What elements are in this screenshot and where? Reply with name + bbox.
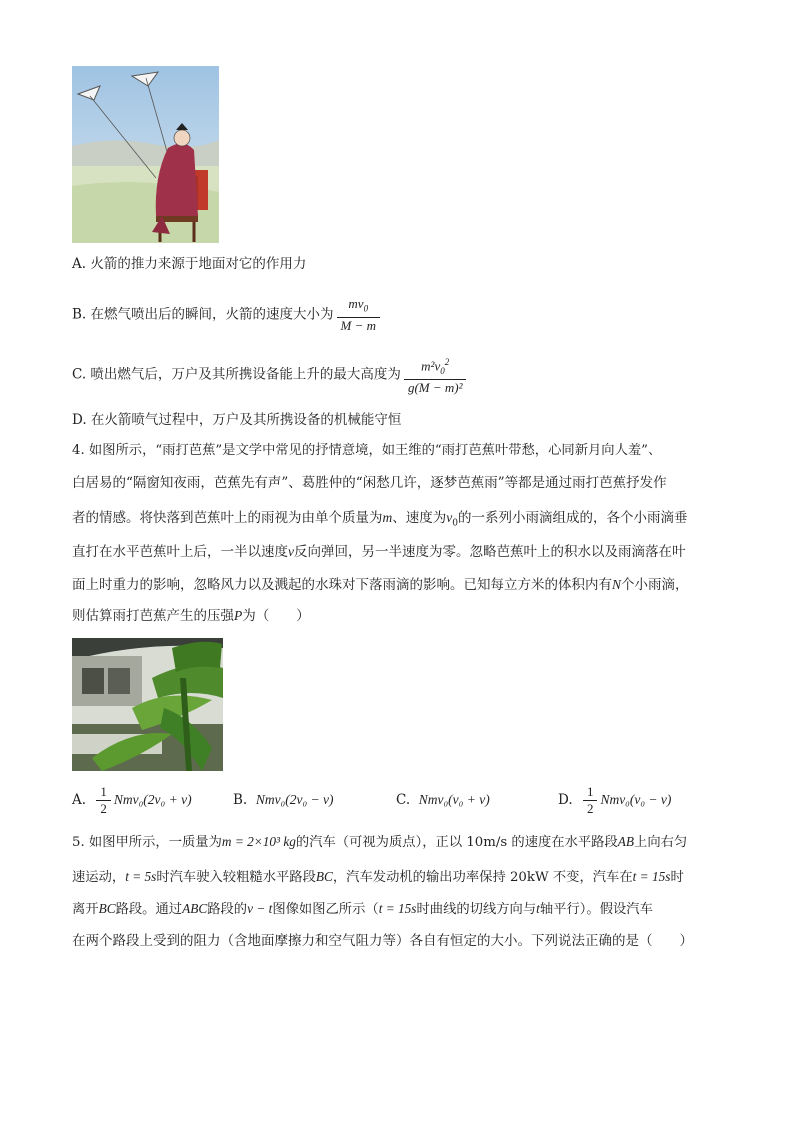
q4-line-5: 面上时重力的影响，忽略风力以及溅起的水珠对下落雨滴的影响。已知每立方米的体积内有N个小雨滴， [72,577,689,593]
q3-option-b [72,296,383,334]
q4-option-c: C. Nmv₀(v₀ + v) [396,792,490,808]
q5-line-2: 速运动，t = 5s时汽车驶入较粗糙水平路段BC，汽车发动机的输出功率保持 20kW 不变，汽车在t = 15s时 [72,869,684,885]
q4-option-d: D. $\frac{1}{2}$ Nmv₀(v₀ − v) [558,784,672,816]
q4-option-a-label: A. [72,792,87,808]
q4-line-2: 白居易的“隔窗知夜雨，芭蕉先有声”、葛胜仲的“闲愁几许，逐梦芭蕉雨”等都是通过雨打芭蕉抒发作 [72,475,667,491]
q5-line-4: 在两个路段上受到的阻力（含地面摩擦力和空气阻力等）各自有恒定的大小。下列说法正确的是（ ） [72,933,693,949]
q4-option-b: B. Nmv₀(2v₀ − v) [233,792,334,808]
q3-option-c-text: C. 喷出燃气后，万户及其所携设备能上升的最大高度为 [72,366,401,383]
q5-line-3: 离开BC路段。通过ABC路段的v − t图像如图乙所示（t = 15s时曲线的切线方向与t轴平行）。假设汽车 [72,901,653,917]
q4-line-6: 则估算雨打芭蕉产生的压强P为（ ） [72,608,310,624]
banana-leaves-photo [72,638,223,771]
q3-option-c [72,354,469,396]
q4-option-d-half: $\frac{1}{2}$ [583,784,598,817]
q3-option-b-fraction: $\frac{mv_0}{M - m}$ [337,296,381,334]
q4-options [72,784,192,817]
q4-option-a-half: $\frac{1}{2}$ [96,784,111,817]
q4-line-3: 者的情感。将快落到芭蕉叶上的雨视为由单个质量为m、速度为$v_0$的一系列小雨滴组成的，各个小雨滴垂 [72,510,688,529]
q4-line-4: 直打在水平芭蕉叶上后，一半以速度v反向弹回，另一半速度为零。忽略芭蕉叶上的积水以及雨滴落在叶 [72,544,686,560]
q5-line-1: 5. 如图甲所示，一质量为m = 2×10³ kg的汽车（可视为质点），正以 10m/s 的速度在水平路段AB上向右匀 [72,834,688,850]
q3-option-c-fraction: $\frac{m^2v_0^2}{\text{g(M − m)²}}$ [404,354,467,396]
q4-option-a-expr: Nmv₀(2v₀ + v) [113,792,192,807]
q3-option-d: D. 在火箭喷气过程中，万户及其所携设备的机械能守恒 [72,412,402,428]
q3-option-b-text: B. 在燃气喷出后的瞬间，火箭的速度大小为 [72,306,334,323]
q4-line-1: 4. 如图所示，“雨打芭蕉”是文学中常见的抒情意境，如王维的“雨打芭蕉叶带愁，心同新月向人羞”、 [72,443,662,458]
q3-option-a: A. 火箭的推力来源于地面对它的作用力 [72,256,307,272]
wanhu-rocket-illustration [72,66,219,243]
